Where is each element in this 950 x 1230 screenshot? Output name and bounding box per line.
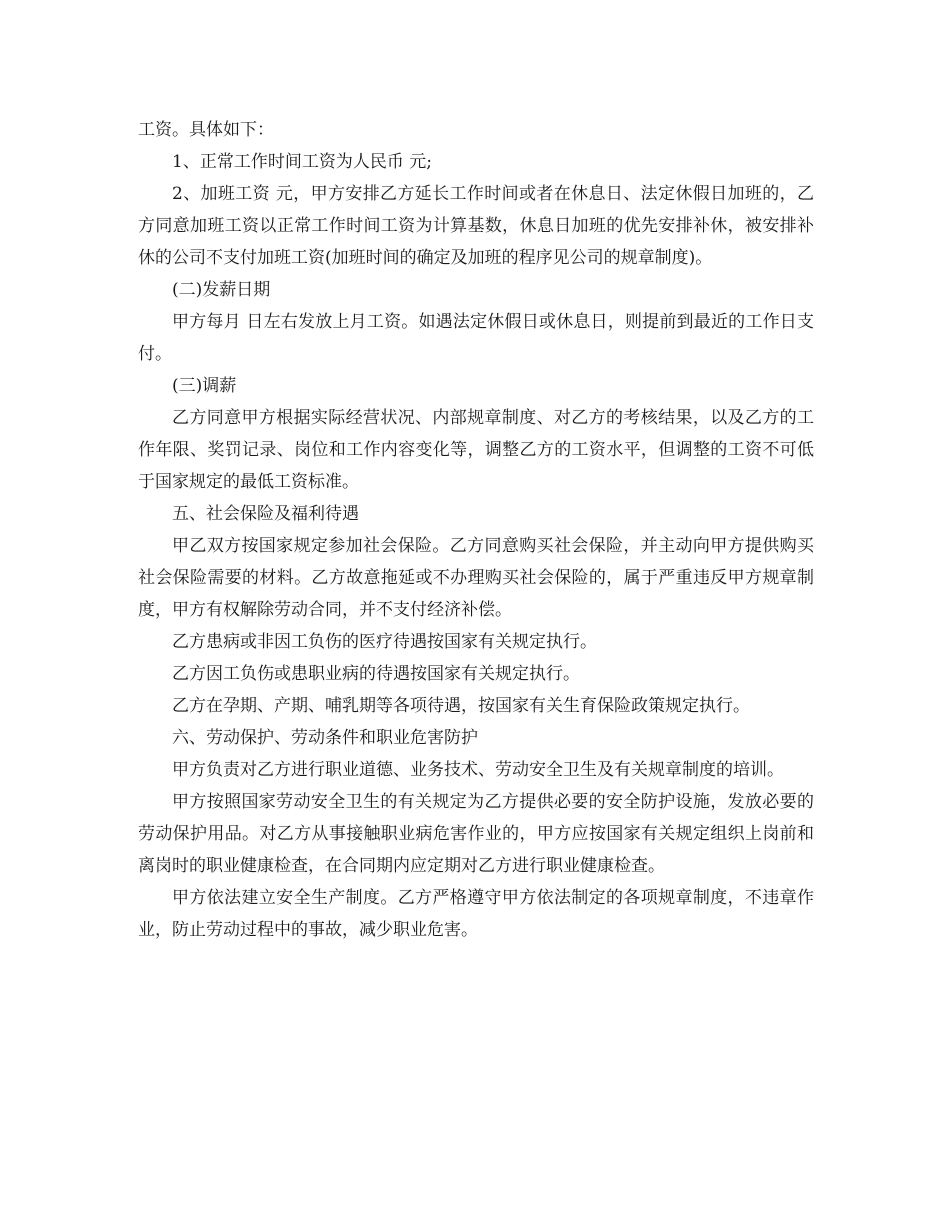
paragraph-safety-facilities: 甲方按照国家劳动安全卫生的有关规定为乙方提供必要的安全防护设施，发放必要的劳动保护用品。对乙方从事接触职业病危害作业的，甲方应按国家有关规定组织上岗前和离岗时的职业健康检查，在合同期内应定期对乙方进行职业健康检查。 — [138, 792, 814, 876]
paragraph-salary-intro: 工资。具体如下： — [138, 120, 274, 140]
heading-pay-date: (二)发薪日期 — [172, 280, 271, 300]
paragraph-overtime-wage: 2、加班工资 元，甲方安排乙方延长工作时间或者在休息日、法定休假日加班的，乙方同意加班工资以正常工作时间工资为计算基数，休息日加班的优先安排补休，被安排补休的公司不支付加班工资(加班时间的确定及加班的程序见公司的规章制度)。 — [138, 184, 814, 268]
paragraph-maternity: 乙方在孕期、产期、哺乳期等各项待遇，按国家有关生育保险政策规定执行。 — [172, 696, 750, 716]
paragraph-work-injury: 乙方因工负伤或患职业病的待遇按国家有关规定执行。 — [172, 664, 580, 684]
paragraph-normal-wage: 1、正常工作时间工资为人民币 元; — [172, 152, 432, 172]
paragraph-medical-treatment: 乙方患病或非因工负伤的医疗待遇按国家有关规定执行。 — [172, 632, 597, 652]
paragraph-salary-adjustment: 乙方同意甲方根据实际经营状况、内部规章制度、对乙方的考核结果，以及乙方的工作年限、奖罚记录、岗位和工作内容变化等，调整乙方的工资水平，但调整的工资不可低于国家规定的最低工资标准。 — [138, 408, 814, 492]
paragraph-training: 甲方负责对乙方进行职业道德、业务技术、劳动安全卫生及有关规章制度的培训。 — [172, 760, 784, 780]
heading-labor-protection: 六、劳动保护、劳动条件和职业危害防护 — [172, 728, 478, 748]
paragraph-safety-system: 甲方依法建立安全生产制度。乙方严格遵守甲方依法制定的各项规章制度，不违章作业，防止劳动过程中的事故，减少职业危害。 — [138, 888, 814, 940]
document-body — [138, 114, 814, 946]
heading-salary-adjustment: (三)调薪 — [172, 376, 237, 396]
paragraph-pay-date: 甲方每月 日左右发放上月工资。如遇法定休假日或休息日，则提前到最近的工作日支付。 — [138, 312, 814, 364]
heading-social-insurance: 五、社会保险及福利待遇 — [172, 504, 359, 524]
paragraph-social-insurance: 甲乙双方按国家规定参加社会保险。乙方同意购买社会保险，并主动向甲方提供购买社会保险需要的材料。乙方故意拖延或不办理购买社会保险的，属于严重违反甲方规章制度，甲方有权解除劳动合同，并不支付经济补偿。 — [138, 536, 814, 620]
